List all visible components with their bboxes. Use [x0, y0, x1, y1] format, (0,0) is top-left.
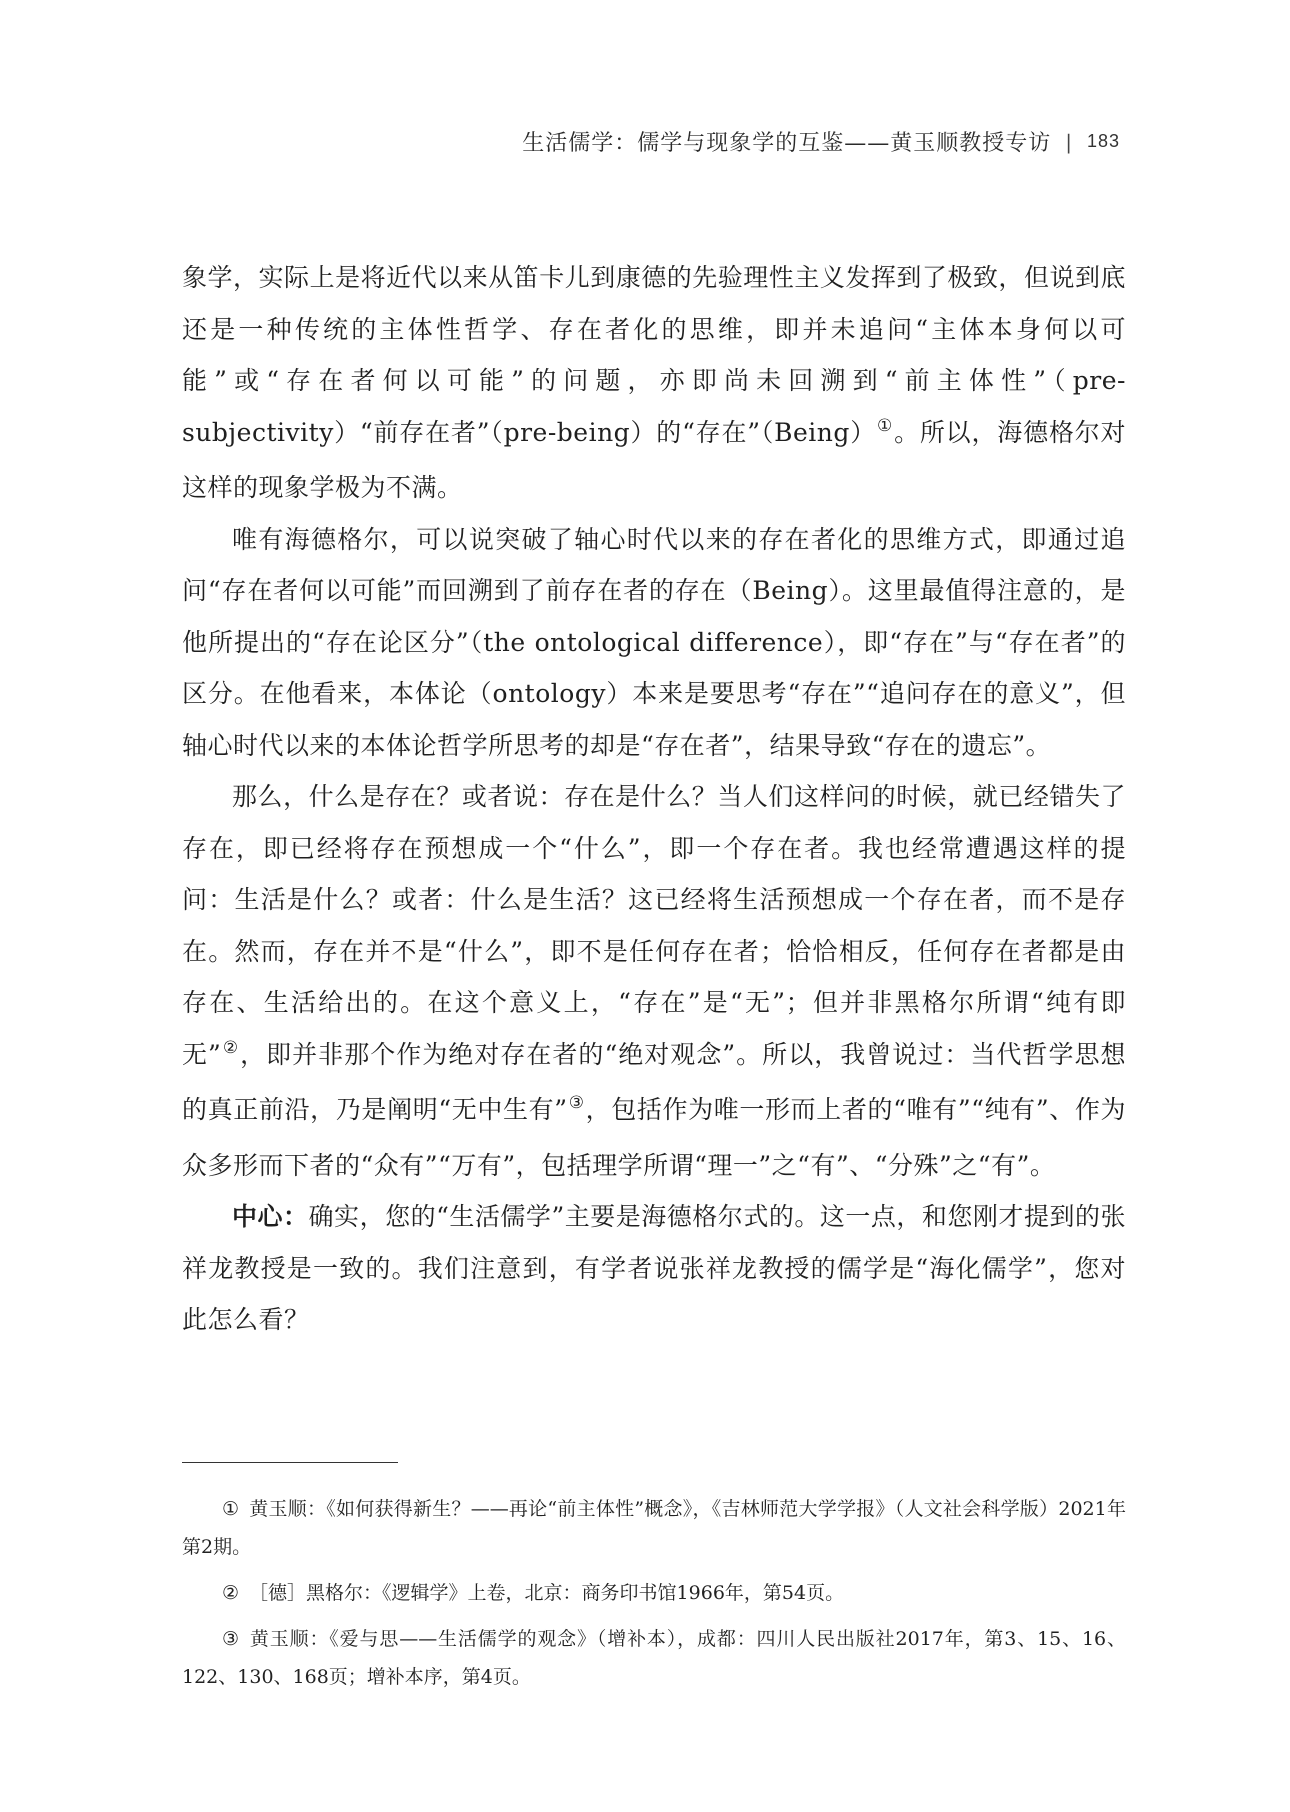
paragraph-1-text-a: 象学，实际上是将近代以来从笛卡儿到康德的先验理性主义发挥到了极致，但说到底还是一种传统的主体性哲学、存在者化的思维，即并未追问“主体本身何以可能”或“存在者何以可能”的问题，亦即尚未回溯到“前主体性”（pre-subjectivity）“前存在者”（pre-being）的“存在”（Being） [182, 263, 1126, 447]
speaker-label: 中心： [232, 1202, 309, 1231]
footnote-ref-2: ② [222, 1037, 240, 1058]
paragraph-2: 唯有海德格尔，可以说突破了轴心时代以来的存在者化的思维方式，即通过追问“存在者何以可能”而回溯到了前存在者的存在（Being）。这里最值得注意的，是他所提出的“存在论区分”（the ontological difference），即“存在”与“存在者”的区分。在他看来，本体论（ontology）本来是要思考“存在”“追问存在的意义”，但轴心时代以来的本体论哲学所思考的却是“存在者”，结果导致“存在的遗忘”。 [182, 524, 1126, 760]
footnote-1-number: ① [222, 1498, 240, 1520]
footnote-divider [182, 1462, 398, 1463]
footnote-ref-1: ① [877, 415, 894, 436]
paragraph-3-text-a: 那么，什么是存在？或者说：存在是什么？当人们这样问的时候，就已经错失了存在，即已经将存在预想成一个“什么”，即一个存在者。我也经常遭遇这样的提问：生活是什么？或者：什么是生活？这已经将生活预想成一个存在者，而不是存在。然而，存在并不是“什么”，即不是任何存在者；恰恰相反，任何存在者都是由存在、生活给出的。在这个意义上，“存在”是“无”；但并非黑格尔所谓“纯有即无” [182, 782, 1126, 1069]
footnote-3-text: 黄玉顺：《爱与思——生活儒学的观念》（增补本），成都：四川人民出版社2017年，第3、15、16、122、130、168页；增补本序，第4页。 [182, 1628, 1126, 1688]
footnote-2 [182, 1574, 1126, 1612]
footnotes [182, 1490, 1126, 1704]
paragraph-3-text-c: ，包括作为唯一形而上者的“唯有”“纯有”、作为众多形而下者的“众有”“万有”，包括理学所谓“理一”之“有”、“分殊”之“有”。 [182, 1095, 1126, 1180]
paragraph-4-text: 确实，您的“生活儒学”主要是海德格尔式的。这一点，和您刚才提到的张祥龙教授是一致的。我们注意到，有学者说张祥龙教授的儒学是“海化儒学”，您对此怎么看？ [182, 1202, 1126, 1334]
footnote-3 [182, 1620, 1126, 1696]
running-header [0, 126, 1120, 157]
paragraph-1-text-b: 。所以，海德格尔对这样的现象学极为不满。 [182, 417, 1126, 502]
paragraph-3 [182, 771, 1126, 1191]
footnote-2-number: ② [222, 1582, 240, 1604]
header-divider: | [1065, 129, 1073, 154]
footnote-ref-3: ③ [568, 1093, 585, 1113]
paragraph-4 [182, 1191, 1126, 1346]
running-title: 生活儒学：儒学与现象学的互鉴——黄玉顺教授专访 [522, 131, 1052, 156]
paragraph-3-text-b: ，即并非那个作为绝对存在者的“绝对观念”。所以，我曾说过：当代哲学思想的真正前沿，乃是阐明“无中生有” [182, 1039, 1126, 1124]
page-number: 183 [1086, 131, 1120, 151]
paragraph-1 [182, 252, 1126, 514]
main-text [182, 252, 1126, 1346]
footnote-1-text: 黄玉顺：《如何获得新生？——再论“前主体性”概念》，《吉林师范大学学报》（人文社会科学版）2021年第2期。 [182, 1498, 1126, 1558]
footnote-2-text: ［德］黑格尔：《逻辑学》上卷，北京：商务印书馆1966年，第54页。 [249, 1582, 845, 1604]
footnote-3-number: ③ [222, 1628, 240, 1650]
footnote-1 [182, 1490, 1126, 1566]
